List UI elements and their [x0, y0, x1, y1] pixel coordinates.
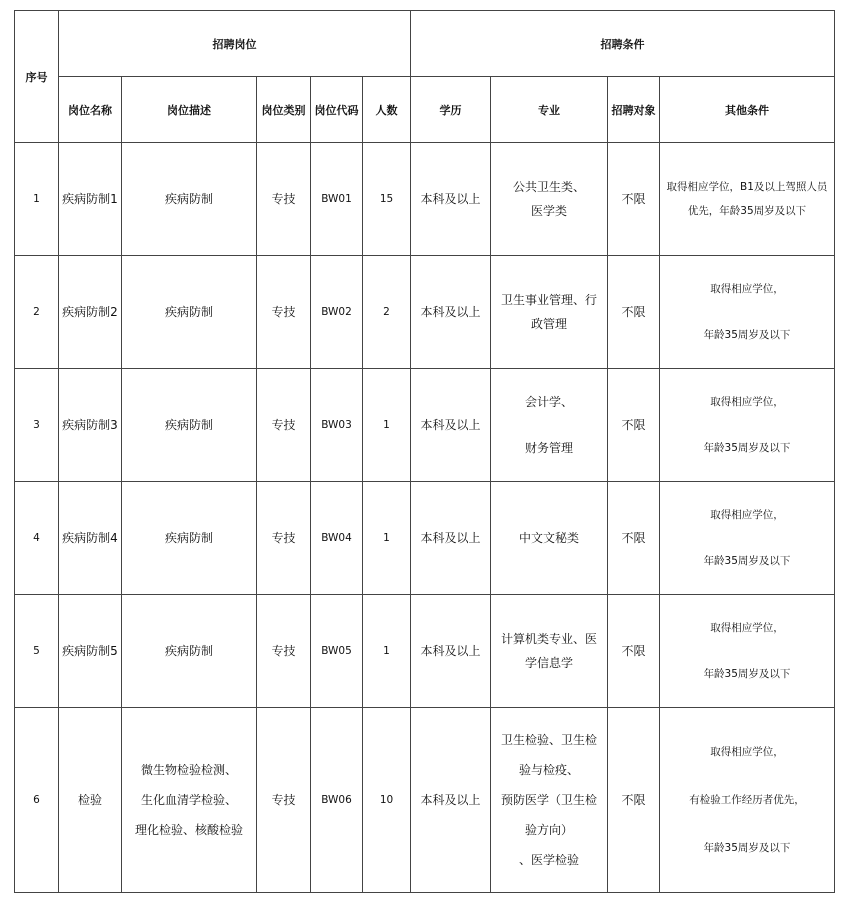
- row-code: BW04: [311, 482, 363, 595]
- major-line: 财务管理: [524, 441, 573, 455]
- row-description: [122, 369, 257, 482]
- table-row: [15, 256, 835, 369]
- major-line: 医学类: [530, 204, 567, 218]
- row-education: 本科及以上: [411, 369, 491, 482]
- header-target: 招聘对象: [608, 77, 660, 143]
- row-other: [660, 595, 835, 708]
- major-line: 、医学检验: [518, 853, 579, 867]
- header-serial: 序号: [15, 11, 59, 143]
- row-code: BW01: [311, 143, 363, 256]
- major-line: 会计学、: [524, 395, 573, 409]
- row-major: [491, 595, 608, 708]
- row-name: 疾病防制3: [59, 369, 122, 482]
- row-education: 本科及以上: [411, 143, 491, 256]
- table-row: [15, 708, 835, 893]
- table-row: [15, 369, 835, 482]
- other-line: 有检验工作经历者优先，: [689, 794, 805, 806]
- header-count: 人数: [363, 77, 411, 143]
- description-line: 疾病防制: [164, 418, 213, 432]
- table-row: [15, 482, 835, 595]
- row-name: 检验: [59, 708, 122, 893]
- row-description: [122, 708, 257, 893]
- other-line: 取得相应学位，B1及以上驾照人员: [666, 181, 828, 193]
- description-line: 疾病防制: [164, 531, 213, 545]
- other-line: 年龄35周岁及以下: [703, 442, 791, 454]
- description-line: 疾病防制: [164, 305, 213, 319]
- row-count: 10: [363, 708, 411, 893]
- description-line: 理化检验、核酸检验: [134, 823, 243, 837]
- row-serial: 2: [15, 256, 59, 369]
- row-name: 疾病防制1: [59, 143, 122, 256]
- header-other: 其他条件: [660, 77, 835, 143]
- row-major: [491, 256, 608, 369]
- row-serial: 5: [15, 595, 59, 708]
- header-code: 岗位代码: [311, 77, 363, 143]
- other-line: 年龄35周岁及以下: [703, 555, 791, 567]
- row-other: [660, 482, 835, 595]
- row-category: 专技: [257, 708, 311, 893]
- row-name: 疾病防制4: [59, 482, 122, 595]
- row-serial: 4: [15, 482, 59, 595]
- major-line: 计算机类专业、医: [500, 632, 597, 646]
- row-count: 1: [363, 595, 411, 708]
- row-other: [660, 369, 835, 482]
- table-row: [15, 143, 835, 256]
- recruitment-table: [14, 10, 835, 893]
- major-line: 卫生事业管理、行: [500, 293, 597, 307]
- description-line: 疾病防制: [164, 644, 213, 658]
- other-line: 取得相应学位，: [710, 746, 784, 758]
- major-line: 学信息学: [524, 656, 573, 670]
- row-education: 本科及以上: [411, 708, 491, 893]
- row-count: 1: [363, 369, 411, 482]
- row-major: [491, 369, 608, 482]
- header-name: 岗位名称: [59, 77, 122, 143]
- major-line: 政管理: [530, 317, 567, 331]
- major-line: 中文文秘类: [518, 531, 579, 545]
- row-other: [660, 708, 835, 893]
- major-line: 卫生检验、卫生检: [500, 733, 597, 747]
- row-category: 专技: [257, 256, 311, 369]
- row-code: BW05: [311, 595, 363, 708]
- row-category: 专技: [257, 482, 311, 595]
- row-target: 不限: [608, 595, 660, 708]
- row-major: [491, 482, 608, 595]
- other-line: 年龄35周岁及以下: [703, 668, 791, 680]
- row-name: 疾病防制5: [59, 595, 122, 708]
- major-line: 预防医学（卫生检: [500, 793, 597, 807]
- row-major: [491, 708, 608, 893]
- row-target: 不限: [608, 708, 660, 893]
- header-education: 学历: [411, 77, 491, 143]
- header-category: 岗位类别: [257, 77, 311, 143]
- row-description: [122, 482, 257, 595]
- row-target: 不限: [608, 482, 660, 595]
- row-major: [491, 143, 608, 256]
- row-education: 本科及以上: [411, 482, 491, 595]
- description-line: 生化血清学检验、: [140, 793, 237, 807]
- header-condition-group: 招聘条件: [411, 11, 835, 77]
- row-education: 本科及以上: [411, 595, 491, 708]
- row-code: BW06: [311, 708, 363, 893]
- other-line: 取得相应学位，: [710, 622, 784, 634]
- row-category: 专技: [257, 143, 311, 256]
- row-count: 2: [363, 256, 411, 369]
- major-line: 验与检疫、: [518, 763, 579, 777]
- row-description: [122, 143, 257, 256]
- row-category: 专技: [257, 595, 311, 708]
- row-other: [660, 143, 835, 256]
- row-count: 15: [363, 143, 411, 256]
- row-code: BW03: [311, 369, 363, 482]
- row-target: 不限: [608, 143, 660, 256]
- row-category: 专技: [257, 369, 311, 482]
- description-line: 微生物检验检测、: [140, 763, 237, 777]
- row-target: 不限: [608, 369, 660, 482]
- header-major: 专业: [491, 77, 608, 143]
- table-row: [15, 595, 835, 708]
- header-description: 岗位描述: [122, 77, 257, 143]
- major-line: 验方向）: [524, 823, 573, 837]
- other-line: 取得相应学位，: [710, 509, 784, 521]
- header-position-group: 招聘岗位: [59, 11, 411, 77]
- row-code: BW02: [311, 256, 363, 369]
- row-education: 本科及以上: [411, 256, 491, 369]
- other-line: 取得相应学位，: [710, 396, 784, 408]
- other-line: 年龄35周岁及以下: [703, 329, 791, 341]
- row-serial: 1: [15, 143, 59, 256]
- row-name: 疾病防制2: [59, 256, 122, 369]
- row-other: [660, 256, 835, 369]
- row-description: [122, 595, 257, 708]
- row-count: 1: [363, 482, 411, 595]
- row-serial: 3: [15, 369, 59, 482]
- row-target: 不限: [608, 256, 660, 369]
- other-line: 年龄35周岁及以下: [703, 842, 791, 854]
- row-serial: 6: [15, 708, 59, 893]
- description-line: 疾病防制: [164, 192, 213, 206]
- other-line: 取得相应学位，: [710, 283, 784, 295]
- other-line: 优先，年龄35周岁及以下: [687, 205, 807, 217]
- major-line: 公共卫生类、: [512, 180, 585, 194]
- row-description: [122, 256, 257, 369]
